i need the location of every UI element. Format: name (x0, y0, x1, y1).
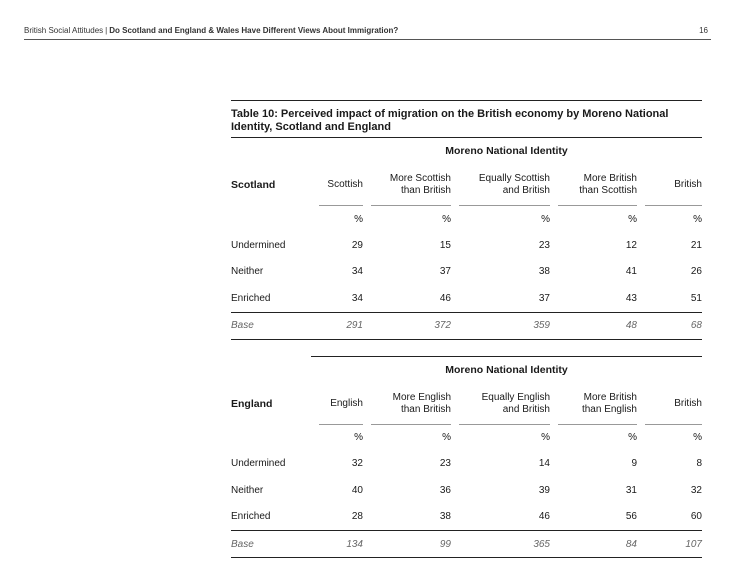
table-cell: % (541, 213, 550, 225)
table-cell: 32 (690, 484, 702, 496)
header-separator: | (105, 26, 108, 35)
table-cell: 291 (346, 320, 363, 331)
table-row (231, 259, 702, 286)
table-cell: % (628, 432, 637, 443)
table-cell: 84 (625, 538, 637, 550)
table-cell: % (354, 213, 363, 225)
table-cell: % (442, 432, 451, 443)
row-label: Base (231, 538, 254, 550)
row-label: Base (231, 320, 254, 331)
row-label: Neither (231, 266, 264, 278)
table-cell: 68 (690, 320, 702, 331)
column-header-row (231, 383, 702, 425)
table-cell: 41 (625, 266, 637, 278)
column-header (363, 383, 451, 425)
table-cell: 36 (439, 484, 451, 496)
row-label: Undermined (231, 239, 286, 251)
table-cell: 60 (690, 511, 702, 523)
column-header (363, 164, 451, 206)
column-header-row (231, 164, 702, 206)
series-name: British Social Attitudes (24, 26, 104, 35)
table-cell: % (628, 213, 637, 225)
column-header-text: English (330, 397, 363, 409)
scotland-section (231, 138, 702, 340)
table-row (231, 504, 702, 531)
region-label: Scotland (231, 179, 276, 191)
table-cell: 32 (351, 458, 363, 470)
table-title: Table 10: Perceived impact of migration on the British economy by Moreno National Identity, Scotland and England (231, 101, 702, 138)
table-row (231, 477, 702, 504)
table-cell: 48 (625, 320, 637, 331)
column-header (550, 164, 637, 206)
table-cell: 46 (538, 511, 550, 523)
table-cell: 359 (533, 320, 550, 331)
england-section (231, 356, 702, 559)
column-header (637, 383, 702, 425)
table-cell: 29 (351, 239, 363, 251)
row-label: Neither (231, 484, 264, 496)
table-cell: % (693, 213, 702, 225)
table-cell: 23 (538, 239, 550, 251)
table-cell: 38 (538, 266, 550, 278)
table-cell: % (541, 432, 550, 443)
table-cell: 26 (690, 266, 702, 278)
table-cell: 34 (351, 292, 363, 304)
row-label: Undermined (231, 458, 286, 470)
table-cell: 28 (351, 511, 363, 523)
column-header (311, 164, 363, 206)
table-cell: 39 (538, 484, 550, 496)
column-header-text: More Scottish than British (389, 173, 451, 196)
table-cell: 107 (685, 538, 702, 550)
column-header (550, 383, 637, 425)
table-cell: 56 (625, 511, 637, 523)
region-label: England (231, 397, 273, 410)
column-header-text: British (674, 179, 702, 190)
column-header (451, 164, 550, 206)
table-cell: 372 (434, 320, 451, 331)
column-header-text: More English than British (392, 391, 451, 415)
table-cell: % (354, 432, 363, 443)
column-header-text: Equally English and British (481, 391, 550, 415)
column-header-text: More British than Scottish (579, 173, 637, 196)
table-cell: 21 (690, 239, 702, 251)
column-header (311, 383, 363, 425)
column-header-text: Equally Scottish and British (478, 173, 550, 196)
column-header-text: More British than English (581, 391, 637, 415)
table-row (231, 451, 702, 478)
document-title: Do Scotland and England & Wales Have Different Views About Immigration? (109, 26, 399, 35)
table-row (231, 206, 702, 232)
table-cell: 23 (439, 458, 451, 470)
table-cell: 99 (439, 538, 451, 550)
table-cell: 134 (346, 538, 363, 550)
page-header (24, 25, 711, 40)
column-header-text: Scottish (327, 179, 363, 190)
table-10 (231, 100, 702, 558)
table-cell: 37 (439, 266, 451, 278)
table-row (231, 425, 702, 451)
column-header (451, 383, 550, 425)
table-cell: 51 (690, 292, 702, 304)
table-row (231, 232, 702, 259)
group-heading: Moreno National Identity (311, 356, 702, 383)
table-cell: 40 (351, 484, 363, 496)
table-cell: 37 (538, 292, 550, 304)
table-row (231, 285, 702, 312)
table-cell: 15 (439, 239, 451, 251)
table-cell: % (693, 432, 702, 443)
base-row (231, 312, 702, 340)
base-row (231, 530, 702, 558)
page-number: 16 (699, 26, 708, 35)
table-cell: 8 (696, 458, 702, 470)
table-cell: 31 (625, 484, 637, 496)
column-header-text: British (674, 397, 702, 409)
table-cell: 38 (439, 511, 451, 523)
group-heading: Moreno National Identity (445, 145, 568, 157)
row-label: Enriched (231, 511, 271, 523)
table-cell: 365 (533, 538, 550, 550)
table-cell: 46 (439, 292, 451, 304)
table-cell: 14 (538, 458, 550, 470)
table-cell: 34 (351, 266, 363, 278)
column-header (637, 164, 702, 206)
table-cell: % (442, 213, 451, 225)
table-cell: 43 (625, 292, 637, 304)
table-cell: 9 (631, 458, 637, 470)
row-label: Enriched (231, 292, 271, 304)
table-cell: 12 (625, 239, 637, 251)
